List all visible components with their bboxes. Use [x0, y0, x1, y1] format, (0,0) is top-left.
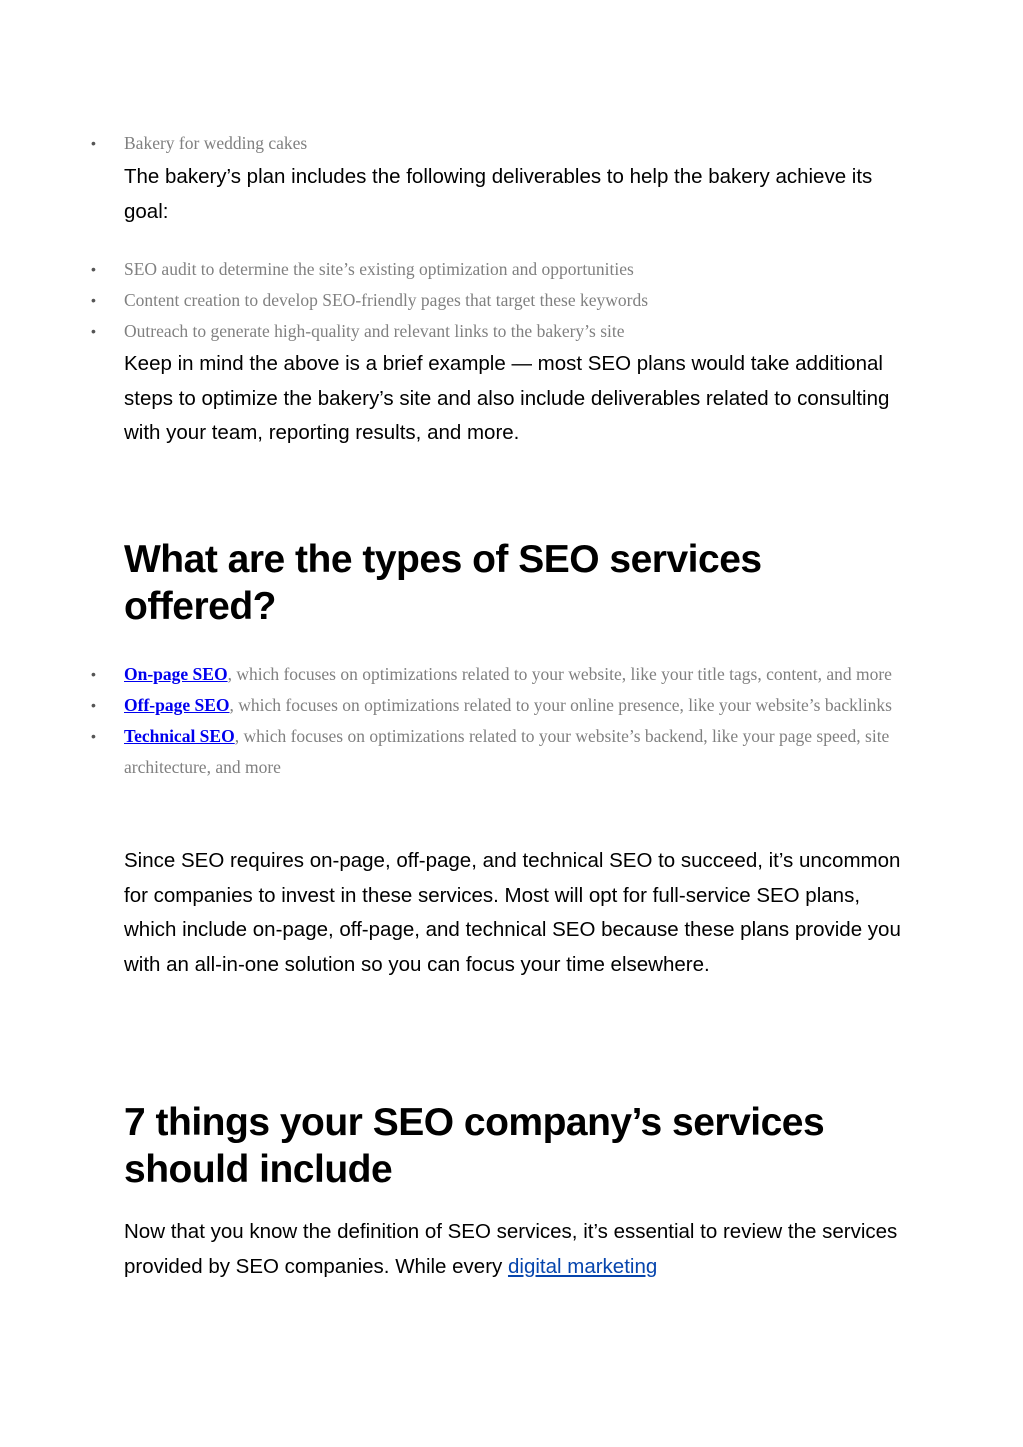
list-item-text: SEO audit to determine the site’s existing optimization and opportunities [124, 259, 634, 279]
list-item-text: , which focuses on optimizations related to your online presence, like your website’s backlinks [229, 695, 892, 715]
bullet-icon: • [91, 697, 96, 713]
target-list [0, 128, 1023, 159]
bullet-icon: • [91, 728, 96, 744]
list-item [0, 659, 1023, 690]
deliverables-intro-paragraph: The bakery’s plan includes the following deliverables to help the bakery achieve its goal: [124, 165, 873, 223]
seo-types-list [0, 659, 1023, 783]
list-item [0, 690, 1023, 721]
bullet-icon: • [91, 323, 96, 339]
full-service-paragraph: Since SEO requires on-page, off-page, and technical SEO to succeed, it’s uncommon for companies to invest in these services. Most will opt for full-service SEO plans, which include on-page, off-page, and technical SEO because these plans provide you with an all-in-one solution so you can focus your time elsewhere. [124, 849, 901, 977]
list-item [0, 721, 1023, 783]
seven-things-heading: 7 things your SEO company’s services should include [124, 1101, 825, 1191]
list-item [0, 316, 1023, 347]
list-item-text: , which focuses on optimizations related to your website’s backend, like your page speed, site architecture, and more [124, 726, 890, 777]
list-item [0, 128, 1023, 159]
list-item-text: , which focuses on optimizations related to your website, like your title tags, content, and more [227, 664, 892, 684]
list-item-text: Outreach to generate high-quality and relevant links to the bakery’s site [124, 321, 625, 341]
bullet-icon: • [91, 261, 96, 277]
types-heading: What are the types of SEO services offered? [124, 538, 762, 628]
bullet-icon: • [91, 292, 96, 308]
deliverables-list [0, 254, 1023, 347]
list-item-text: Bakery for wedding cakes [124, 133, 308, 153]
bullet-icon: • [91, 135, 96, 151]
digital-marketing-link[interactable]: digital marketing [507, 1254, 658, 1278]
example-note-paragraph: Keep in mind the above is a brief example — most SEO plans would take additional steps to optimize the bakery’s site and also include deliverables related to consulting with your team, reporting results, and more. [124, 352, 890, 445]
technical-seo-link[interactable]: Technical SEO [124, 726, 235, 746]
list-item-text: Content creation to develop SEO-friendly pages that target these keywords [124, 290, 649, 310]
services-review-paragraph [124, 1215, 904, 1284]
paragraph-text: Now that you know the definition of SEO services, it’s essential to review the services provided by SEO companies. While every [124, 1220, 898, 1278]
list-item [0, 254, 1023, 285]
on-page-seo-link[interactable]: On-page SEO [124, 664, 228, 684]
list-item [0, 285, 1023, 316]
bullet-icon: • [91, 666, 96, 682]
off-page-seo-link[interactable]: Off-page SEO [124, 695, 230, 715]
